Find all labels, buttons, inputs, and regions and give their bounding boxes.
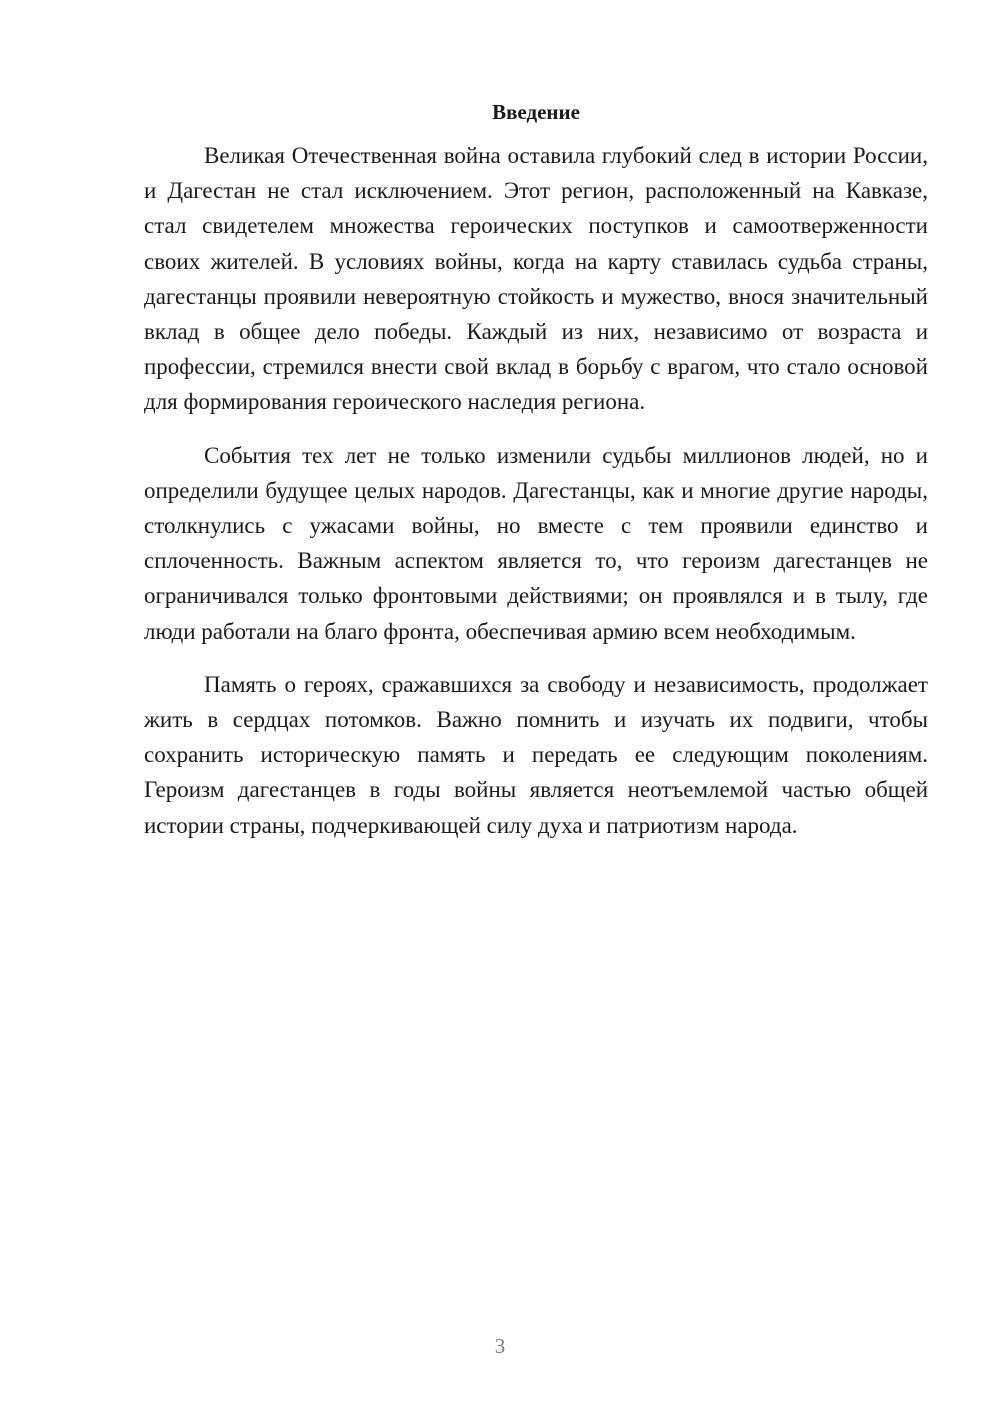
paragraph-1: Великая Отечественная война оставила глубокий след в истории России, и Дагестан не стал исключением. Этот регион, расположенный на Кавказе, стал свидетелем множества героических поступков и самоотверженности своих жителей. В условиях войны, когда на карту ставилась судьба страны, дагестанцы проявили невероятную стойкость и мужество, внося значительный вклад в общее дело победы. Каждый из них, независимо от возраста и профессии, стремился внести свой вклад в борьбу с врагом, что стало основой для формирования героического наследия региона. [144, 143, 928, 415]
section-heading: Введение [492, 100, 580, 124]
paragraph-2: События тех лет не только изменили судьбы миллионов людей, но и определили будущее целых народов. Дагестанцы, как и многие другие народы, столкнулись с ужасами войны, но вместе с тем проявили единство и сплоченность. Важным аспектом является то, что героизм дагестанцев не ограничивался только фронтовыми действиями; он проявлялся и в тылу, где люди работали на благо фронта, обеспечивая армию всем необходимым. [144, 442, 928, 644]
page-number: 3 [494, 1334, 506, 1358]
paragraph-3: Память о героях, сражавшихся за свободу и независимость, продолжает жить в сердцах потомков. Важно помнить и изучать их подвиги, чтобы сохранить историческую память и передать ее следующим поколениям. Героизм дагестанцев в годы войны является неотъемлемой частью общей истории страны, подчеркивающей силу духа и патриотизм народа. [144, 671, 928, 838]
page-content [144, 96, 928, 843]
